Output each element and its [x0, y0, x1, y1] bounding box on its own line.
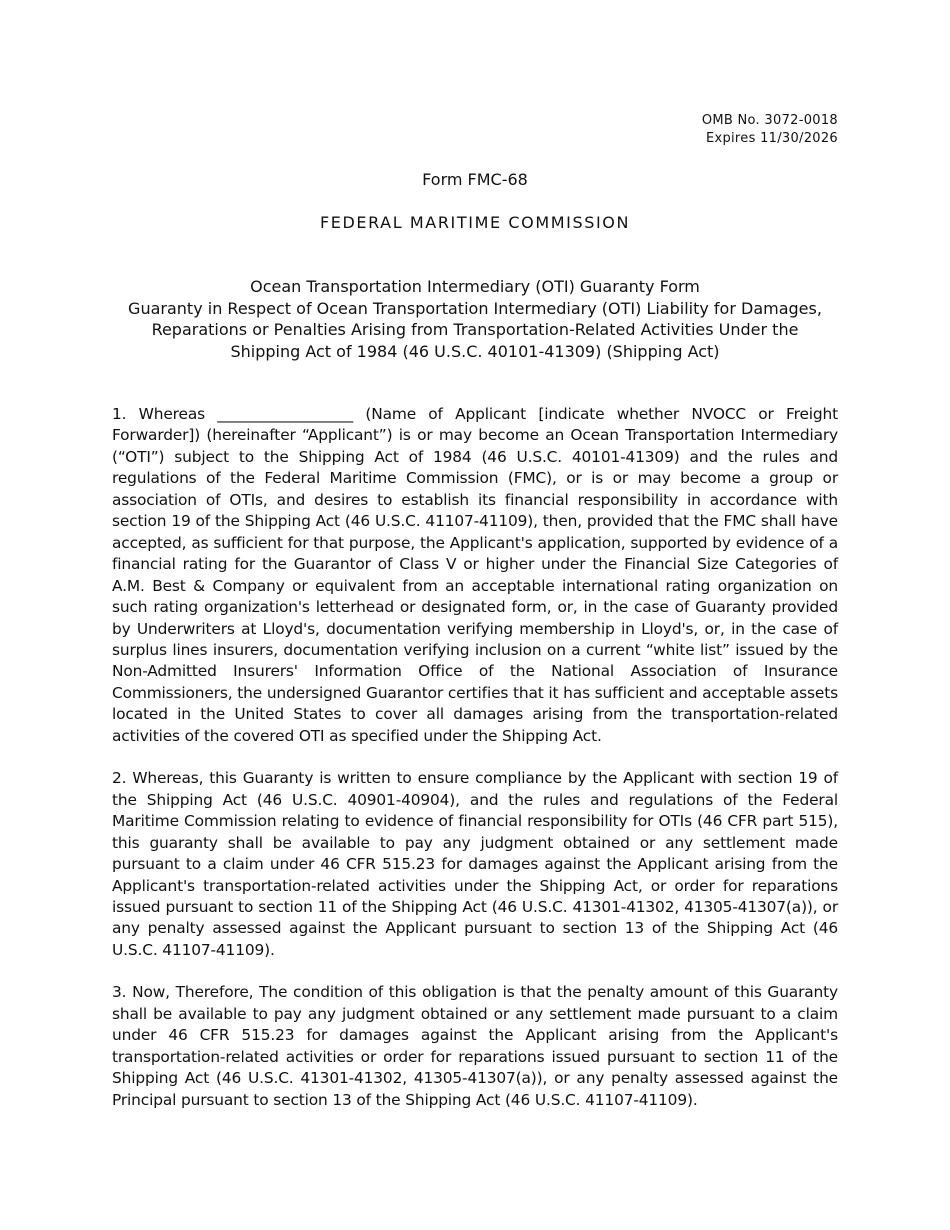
omb-control-block	[702, 112, 838, 148]
paragraph-1-whereas-applicant: 1. Whereas __________________ (Name of Applicant [indicate whether NVOCC or Freight Forwarder]) (hereinafter “Applicant”) is or may become an Ocean Transportation Intermediary (“OTI”) subject to the Shipping Act of 1984 (46 U.S.C. 40101-41309) and the rules and regulations of the Federal Maritime Commission (FMC), or is or may become a group or association of OTIs, and desires to establish its financial responsibility in accordance with section 19 of the Shipping Act (46 U.S.C. 41107-41109), then, provided that the FMC shall have accepted, as sufficient for that purpose, the Applicant's application, supported by evidence of a financial rating for the Guarantor of Class V or higher under the Financial Size Categories of A.M. Best & Company or equivalent from an acceptable international rating organization on such rating organization's letterhead or designated form, or, in the case of Guaranty provided by Underwriters at Lloyd's, documentation verifying membership in Lloyd's, or, in the case of surplus lines insurers, documentation verifying inclusion on a current “white list” issued by the Non-Admitted Insurers' Information Office of the National Association of Insurance Commissioners, the undersigned Guarantor certifies that it has sufficient and acceptable assets located in the United States to cover all damages arising from the transportation-related activities of the covered OTI as specified under the Shipping Act.	[112, 405, 838, 745]
form-title-line-3: Reparations or Penalties Arising from Transportation-Related Activities Under the	[151, 320, 799, 339]
form-body	[112, 404, 838, 1132]
form-number: Form FMC-68	[422, 170, 528, 189]
omb-number: OMB No. 3072-0018	[701, 113, 838, 128]
form-title-line-1: Ocean Transportation Intermediary (OTI) Guaranty Form	[250, 277, 700, 296]
paragraph-3-now-therefore: 3. Now, Therefore, The condition of this obligation is that the penalty amount of this Guaranty shall be available to pay any judgment obtained or any settlement made pursuant to a claim under 46 CFR 515.23 for damages against the Applicant arising from the Applicant's transportation-related activities or order for reparations issued pursuant to section 11 of the Shipping Act (46 U.S.C. 41301-41302, 41305-41307(a)), or any penalty assessed against the Principal pursuant to section 13 of the Shipping Act (46 U.S.C. 41107-41109).	[112, 983, 838, 1109]
form-title-line-2: Guaranty in Respect of Ocean Transportation Intermediary (OTI) Liability for Damages,	[128, 298, 822, 318]
omb-expiration-date: Expires 11/30/2026	[705, 131, 838, 146]
paragraph-2-whereas-compliance: 2. Whereas, this Guaranty is written to ensure compliance by the Applicant with section 19 of the Shipping Act (46 U.S.C. 40901-40904), and the rules and regulations of the Federal Maritime Commission relating to evidence of financial responsibility for OTIs (46 CFR part 515), this guaranty shall be available to pay any judgment obtained or any settlement made pursuant to a claim under 46 CFR 515.23 for damages against the Applicant arising from the Applicant's transportation-related activities under the Shipping Act, or order for reparations issued pursuant to section 11 of the Shipping Act (46 U.S.C. 41301-41302, 41305-41307(a)), or any penalty assessed against the Applicant pursuant to section 13 of the Shipping Act (46 U.S.C. 41107-41109).	[112, 769, 838, 959]
form-title-line-4: Shipping Act of 1984 (46 U.S.C. 40101-41309) (Shipping Act)	[230, 341, 720, 361]
form-title	[100, 276, 850, 362]
agency-name: FEDERAL MARITIME COMMISSION	[319, 213, 631, 232]
